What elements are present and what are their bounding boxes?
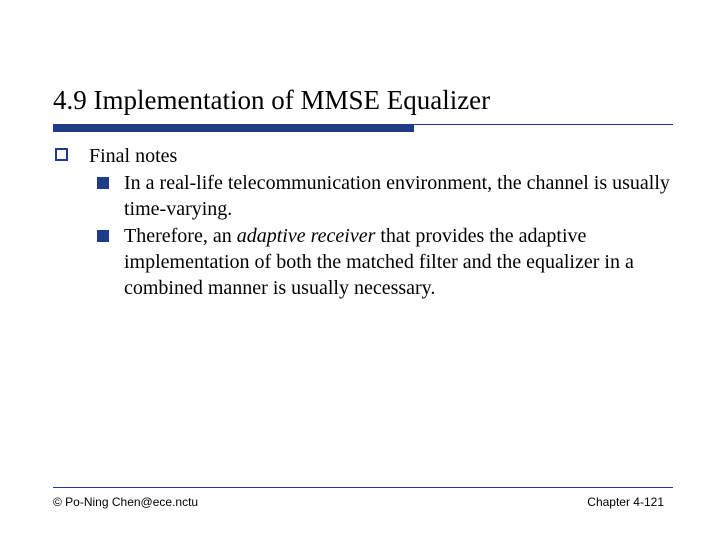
bullet-text-part: that provides the adaptive implementation of both the matched filter and the equalizer in a combined manner is usually necessary. bbox=[124, 225, 634, 299]
hollow-square-bullet-icon bbox=[55, 148, 68, 161]
bullet-sublist bbox=[55, 170, 685, 301]
filled-square-bullet-icon bbox=[97, 230, 109, 242]
footer-author: © Po-Ning Chen@ece.nctu bbox=[53, 495, 199, 509]
slide-title: 4.9 Implementation of MMSE Equalizer bbox=[53, 85, 491, 115]
bullet-text-part: In a real-life telecommunication environment, the channel is usually time-varying. bbox=[124, 172, 670, 220]
bullet-level1 bbox=[55, 143, 685, 169]
title-underline-accent bbox=[53, 124, 414, 132]
slide-content bbox=[55, 143, 685, 301]
footer-page-number: Chapter 4-121 bbox=[587, 495, 664, 509]
footer-rule bbox=[53, 487, 673, 488]
bullet-text-emphasis: adaptive receiver bbox=[236, 225, 376, 247]
bullet-item bbox=[55, 223, 685, 301]
filled-square-bullet-icon bbox=[97, 177, 109, 189]
bullet-heading: Final notes bbox=[89, 145, 178, 167]
bullet-text bbox=[124, 170, 684, 222]
bullet-text-part: Therefore, an bbox=[124, 225, 237, 247]
bullet-item bbox=[55, 170, 685, 222]
bullet-text bbox=[124, 223, 684, 301]
